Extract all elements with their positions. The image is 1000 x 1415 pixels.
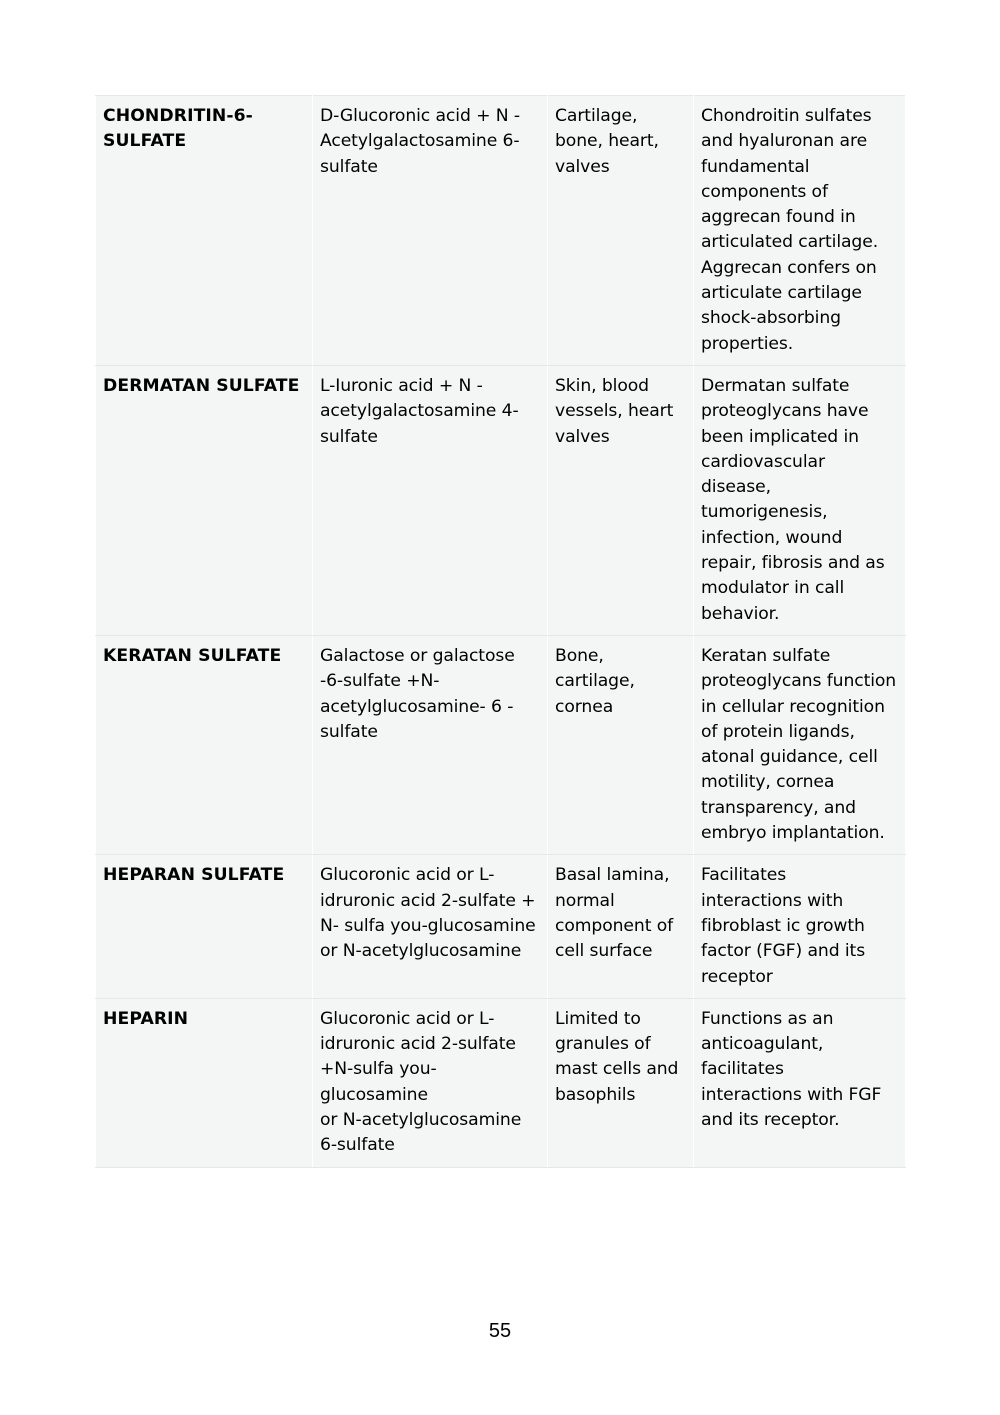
table-row — [96, 855, 906, 998]
gag-name-cell: HEPARAN SULFATE — [96, 855, 313, 998]
composition-cell: Galactose or galactose -6-sulfate +N- acetylglucosamine- 6 - sulfate — [313, 635, 548, 854]
table-row — [96, 365, 906, 635]
function-cell: Facilitates interactions with fibroblast ic growth factor (FGF) and its receptor — [694, 855, 906, 998]
glycosaminoglycan-table — [95, 95, 906, 1168]
gag-name-cell: CHONDRITIN-6- SULFATE — [96, 96, 313, 366]
location-cell: Basal lamina, normal component of cell surface — [548, 855, 694, 998]
gag-name-cell: HEPARIN — [96, 998, 313, 1167]
table-row — [96, 998, 906, 1167]
gag-name-cell: KERATAN SULFATE — [96, 635, 313, 854]
page-number: 55 — [488, 1320, 512, 1342]
location-cell: Skin, blood vessels, heart valves — [548, 365, 694, 635]
composition-cell: Glucoronic acid or L- idruronic acid 2-sulfate +N-sulfa you-glucosamine or N-acetylglucosamine 6-sulfate — [313, 998, 548, 1167]
function-cell: Chondroitin sulfates and hyaluronan are fundamental components of aggrecan found in articulated cartilage. Aggrecan confers on articulate cartilage shock-absorbing properties. — [694, 96, 906, 366]
gag-name-cell: DERMATAN SULFATE — [96, 365, 313, 635]
location-cell: Bone, cartilage, cornea — [548, 635, 694, 854]
location-cell: Cartilage, bone, heart, valves — [548, 96, 694, 366]
function-cell: Functions as an anticoagulant, facilitates interactions with FGF and its receptor. — [694, 998, 906, 1167]
composition-cell: Glucoronic acid or L- idruronic acid 2-sulfate + N- sulfa you-glucosamine or N-acetylglucosamine — [313, 855, 548, 998]
composition-cell: D-Glucoronic acid + N - Acetylgalactosamine 6- sulfate — [313, 96, 548, 366]
function-cell: Dermatan sulfate proteoglycans have been implicated in cardiovascular disease, tumorigenesis, infection, wound repair, fibrosis and as modulator in call behavior. — [694, 365, 906, 635]
function-cell: Keratan sulfate proteoglycans function in cellular recognition of protein ligands, atonal guidance, cell motility, cornea transparency, and embryo implantation. — [694, 635, 906, 854]
table-row — [96, 96, 906, 366]
composition-cell: L-Iuronic acid + N - acetylgalactosamine 4- sulfate — [313, 365, 548, 635]
location-cell: Limited to granules of mast cells and basophils — [548, 998, 694, 1167]
table-row — [96, 635, 906, 854]
